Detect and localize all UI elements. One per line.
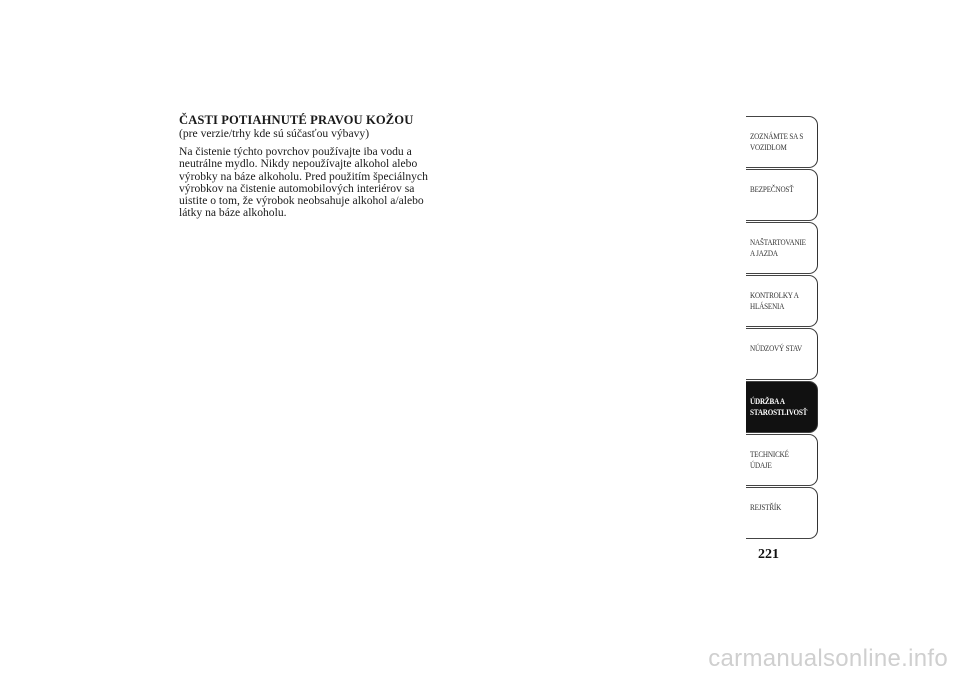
watermark: carmanualsonline.info (708, 645, 948, 672)
tab-rejstrik[interactable] (746, 487, 818, 539)
chapter-tabs (746, 116, 818, 540)
paragraph-line: výrobky na báze alkoholu. Pred použitím špeciálnych (179, 169, 428, 183)
tab-label: KONTROLKY A HLÁSENIA (750, 291, 799, 311)
body-paragraph (179, 146, 469, 220)
tab-label: NÚDZOVÝ STAV (750, 344, 803, 353)
section-subtitle: (pre verzie/trhy kde sú súčasťou výbavy) (179, 127, 370, 140)
tab-label: REJSTŘÍK (750, 503, 782, 512)
paragraph-line: uistite o tom, že výrobok neobsahuje alkohol a/alebo (179, 194, 424, 208)
tab-kontrolky-a-hlasenia[interactable] (746, 275, 818, 327)
tab-label: NAŠTARTOVANIE A JAZDA (750, 238, 806, 258)
tab-nastartovanie-a-jazda[interactable] (746, 222, 818, 274)
tab-label: BEZPEČNOSŤ (750, 185, 794, 194)
paragraph-line: látky na báze alkoholu. (179, 206, 287, 220)
paragraph-line: Na čistenie týchto povrchov používajte iba vodu a (179, 145, 412, 158)
section-title: ČASTI POTIAHNUTÉ PRAVOU KOŽOU (179, 113, 414, 127)
paragraph-line: neutrálne mydlo. Nikdy nepoužívajte alkohol alebo (179, 157, 418, 171)
tab-technicke-udaje[interactable] (746, 434, 818, 486)
tab-label: ÚDRŽBA A STAROSTLIVOSŤ (750, 397, 808, 417)
tab-nudzovy-stav[interactable] (746, 328, 818, 380)
paragraph-line: výrobkov na čistenie automobilových interiérov sa (179, 181, 415, 195)
tab-label: TECHNICKÉ ÚDAJE (750, 450, 789, 470)
tab-label: ZOZNÁMTE SA S VOZIDLOM (750, 132, 804, 152)
content-block (179, 113, 469, 220)
tab-udrzba-a-starostlivost[interactable] (746, 381, 818, 433)
tab-zoznamte-sa-s-vozidlom[interactable] (746, 116, 818, 168)
page-number: 221 (758, 547, 779, 562)
tab-bezpecnost[interactable] (746, 169, 818, 221)
